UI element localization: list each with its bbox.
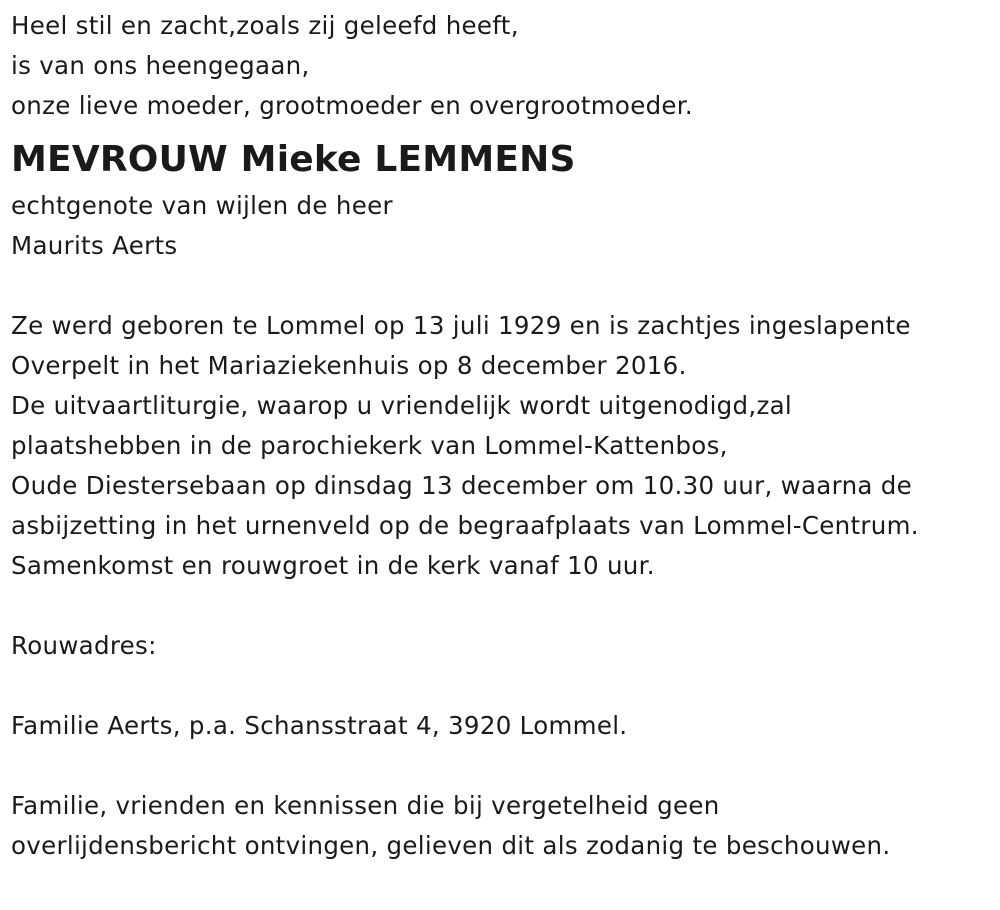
details-line: Oude Diestersebaan op dinsdag 13 december om 10.30 uur, waarna de	[11, 471, 913, 500]
spouse-line: Maurits Aerts	[11, 231, 178, 260]
details-section	[11, 306, 991, 586]
closing-section	[11, 786, 991, 866]
closing-line: overlijdensbericht ontvingen, gelieven dit als zodanig te beschouwen.	[11, 831, 891, 860]
obituary-notice	[11, 6, 991, 866]
details-line: plaatshebben in de parochiekerk van Lommel-Kattenbos,	[11, 431, 728, 460]
deceased-name: MEVROUW Mieke LEMMENS	[11, 139, 576, 180]
details-line: Samenkomst en rouwgroet in de kerk vanaf 10 uur.	[11, 551, 655, 580]
intro-line: onze lieve moeder, grootmoeder en overgrootmoeder.	[11, 91, 694, 120]
address-value: Familie Aerts, p.a. Schansstraat 4, 3920 Lommel.	[11, 711, 628, 740]
closing-line: Familie, vrienden en kennissen die bij vergetelheid geen	[11, 791, 720, 820]
spouse-section	[11, 186, 991, 266]
spacer	[11, 746, 991, 786]
spacer	[11, 586, 991, 626]
spacer	[11, 666, 991, 706]
details-line: Overpelt in het Mariaziekenhuis op 8 december 2016.	[11, 351, 687, 380]
intro-line: Heel stil en zacht,zoals zij geleefd heeft,	[11, 11, 519, 40]
details-line: asbijzetting in het urnenveld op de begraafplaats van Lommel-Centrum.	[11, 511, 919, 540]
address-label: Rouwadres:	[11, 631, 157, 660]
details-line: De uitvaartliturgie, waarop u vriendelijk wordt uitgenodigd,zal	[11, 391, 793, 420]
intro-line: is van ons heengegaan,	[11, 51, 310, 80]
spacer	[11, 266, 991, 306]
intro-section	[11, 6, 991, 126]
spouse-line: echtgenote van wijlen de heer	[11, 191, 393, 220]
details-line: Ze werd geboren te Lommel op 13 juli 1929 en is zachtjes ingeslapente	[11, 311, 911, 340]
